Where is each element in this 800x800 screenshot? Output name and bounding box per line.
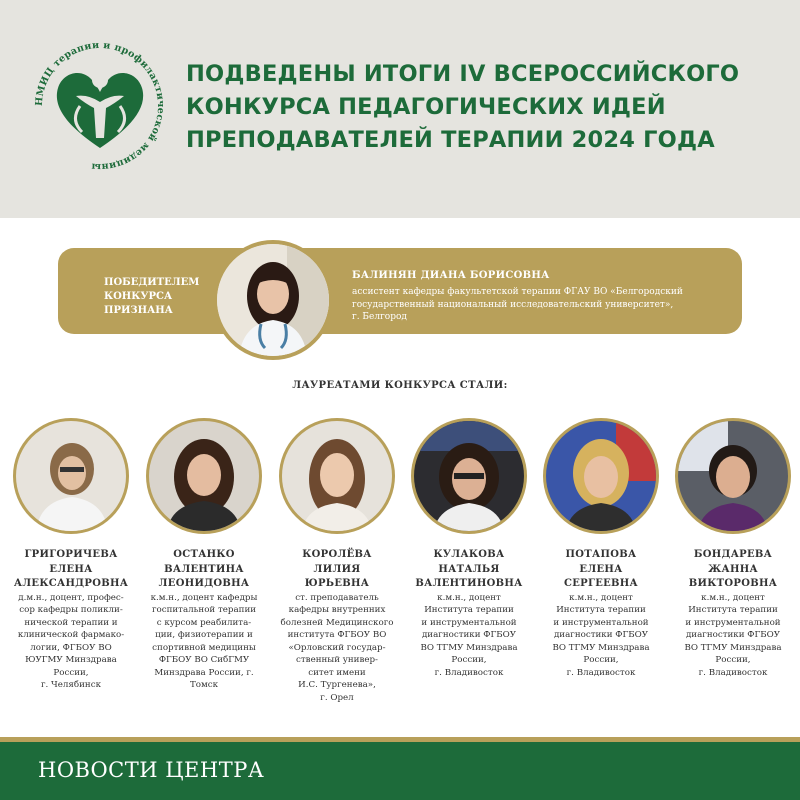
- logo-ring-text: НМИЦ терапии и профилактической медицины: [33, 39, 167, 173]
- laureate-card: [668, 418, 798, 679]
- laureate-desc-line: г. Владивосток: [698, 667, 768, 678]
- laureate-description: [139, 592, 269, 692]
- laureate-desc-line: России,: [451, 655, 487, 665]
- laureate-desc-line: к.м.н., доцент: [701, 592, 765, 603]
- laureate-desc-line: ВО ТГМУ Минздрава: [684, 642, 782, 653]
- laureate-name: [668, 548, 798, 592]
- laureate-name-line: ЕЛЕНА: [579, 563, 623, 575]
- laureate-desc-line: ФГБОУ ВО СибГМУ: [158, 655, 250, 665]
- laureate-desc-line: Минздрава России, г.: [154, 667, 254, 678]
- laureate-name: [6, 548, 136, 592]
- winner-description: [352, 286, 732, 324]
- laureate-desc-line: сор кафедры поликли-: [19, 605, 123, 615]
- laureate-name: [272, 548, 402, 592]
- laureate-desc-line: Института терапии: [688, 605, 778, 615]
- laureate-desc-line: России,: [53, 667, 89, 678]
- laureate-desc-line: госпитальной терапии: [151, 605, 257, 615]
- laureate-name-line: КОРОЛЁВА: [302, 549, 372, 560]
- laureate-description: [536, 592, 666, 680]
- laureate-desc-line: института ФГБОУ ВО: [287, 630, 387, 640]
- winner-label-line: КОНКУРСА: [104, 291, 173, 302]
- laureate-card: [6, 418, 136, 692]
- winner-label: [104, 276, 224, 318]
- laureate-desc-line: ситет имени: [308, 667, 366, 678]
- winner-name: БАЛИНЯН ДИАНА БОРИСОВНА: [352, 270, 550, 281]
- laureate-photo-frame: [675, 418, 791, 534]
- laureate-description: [6, 592, 136, 692]
- laureate-desc-line: Томск: [189, 680, 219, 690]
- laureate-photo: [414, 421, 524, 531]
- footer-title: НОВОСТИ ЦЕНТРА: [38, 758, 265, 782]
- laureate-name-line: КУЛАКОВА: [433, 549, 505, 560]
- laureate-description: [272, 592, 402, 705]
- laureate-name-line: ЮРЬЕВНА: [304, 578, 370, 589]
- laureate-description: [404, 592, 534, 680]
- laureate-photo-frame: [411, 418, 527, 534]
- laureate-desc-line: г. Владивосток: [434, 667, 504, 678]
- winner-label-line: ПОБЕДИТЕЛЕМ: [104, 277, 200, 288]
- laureate-name-line: СЕРГЕЕВНА: [564, 578, 638, 589]
- laureate-card: [272, 418, 402, 704]
- laureate-card: [139, 418, 269, 692]
- laureate-name-line: БОНДАРЕВА: [693, 549, 773, 560]
- laureate-name-line: ВАЛЕНТИНА: [164, 563, 244, 575]
- laureate-desc-line: ции, физиотерапии и: [155, 630, 253, 640]
- winner-desc-line: г. Белгород: [352, 312, 407, 322]
- laureate-desc-line: Института терапии: [556, 605, 646, 615]
- laureate-desc-line: болезней Медицинского: [280, 617, 394, 628]
- laureate-desc-line: и инструментальной: [421, 617, 517, 628]
- laureate-desc-line: России,: [583, 655, 619, 665]
- laureate-photo: [678, 421, 788, 531]
- laureate-name: [536, 548, 666, 592]
- laureate-desc-line: логии, ФГБОУ ВО: [30, 642, 112, 653]
- laureate-desc-line: диагностики ФГБОУ: [553, 630, 649, 640]
- laureate-photo: [16, 421, 126, 531]
- laureate-name-line: ОСТАНКО: [173, 549, 235, 560]
- laureate-name-line: АЛЕКСАНДРОВНА: [13, 578, 129, 589]
- laureate-photo-frame: [279, 418, 395, 534]
- laureate-desc-line: д.м.н., доцент, профес-: [18, 592, 124, 603]
- laureate-photo-frame: [146, 418, 262, 534]
- nmic-logo-icon: [30, 36, 170, 176]
- winner-desc-line: государственный национальный исследовательский университет»,: [352, 299, 674, 310]
- laureate-desc-line: к.м.н., доцент: [569, 592, 633, 603]
- winner-photo: [217, 244, 329, 356]
- laureate-desc-line: И.С. Тургенева»,: [298, 680, 376, 690]
- laureate-desc-line: г. Челябинск: [40, 680, 102, 690]
- laureate-name-line: ЛЕОНИДОВНА: [158, 578, 250, 589]
- laureate-photo: [282, 421, 392, 531]
- laureate-desc-line: г. Владивосток: [566, 667, 636, 678]
- laureate-desc-line: и инструментальной: [553, 617, 649, 628]
- laureate-photo-frame: [543, 418, 659, 534]
- laureate-desc-line: ВО ТГМУ Минздрава: [552, 642, 650, 653]
- laureate-name-line: ЛИЛИЯ: [313, 563, 361, 575]
- winner-desc-line: ассистент кафедры факультетской терапии ФГАУ ВО «Белгородский: [352, 287, 683, 297]
- laureates-heading: ЛАУРЕАТАМИ КОНКУРСА СТАЛИ:: [292, 380, 508, 391]
- laureate-desc-line: «Орловский государ-: [288, 642, 386, 653]
- laureate-desc-line: г. Орел: [320, 692, 354, 703]
- laureate-desc-line: Института терапии: [424, 605, 514, 615]
- laureate-desc-line: кафедры внутренних: [288, 605, 386, 615]
- laureate-card: [536, 418, 666, 679]
- laureate-desc-line: диагностики ФГБОУ: [685, 630, 781, 640]
- laureate-desc-line: к.м.н., доцент кафедры: [150, 592, 258, 603]
- laureate-desc-line: ЮУГМУ Минздрава: [25, 655, 117, 665]
- laureate-photo-frame: [13, 418, 129, 534]
- laureate-desc-line: ственный универ-: [296, 655, 378, 665]
- laureate-desc-line: клинической фармако-: [17, 630, 125, 640]
- laureate-desc-line: нической терапии и: [24, 617, 118, 628]
- laureate-name: [404, 548, 534, 592]
- laureate-name-line: НАТАЛЬЯ: [438, 563, 500, 575]
- page-title: [186, 58, 786, 157]
- title-line-2: КОНКУРСА ПЕДАГОГИЧЕСКИХ ИДЕЙ: [186, 94, 666, 120]
- laureate-desc-line: России,: [715, 655, 751, 665]
- laureate-name-line: ВИКТОРОВНА: [688, 578, 778, 589]
- laureate-name-line: ПОТАПОВА: [565, 549, 637, 560]
- laureate-name-line: ГРИГОРИЧЕВА: [24, 549, 118, 560]
- winner-photo-frame: [213, 240, 333, 360]
- laureate-photo: [149, 421, 259, 531]
- laureate-desc-line: ВО ТГМУ Минздрава: [420, 642, 518, 653]
- laureate-name: [139, 548, 269, 592]
- laureate-desc-line: диагностики ФГБОУ: [421, 630, 517, 640]
- laureate-desc-line: с курсом реабилита-: [156, 617, 252, 628]
- title-line-1: ПОДВЕДЕНЫ ИТОГИ IV ВСЕРОССИЙСКОГО: [186, 61, 740, 87]
- laureate-desc-line: спортивной медицины: [152, 642, 256, 653]
- laureate-desc-line: и инструментальной: [685, 617, 781, 628]
- winner-label-line: ПРИЗНАНА: [104, 305, 173, 316]
- laureate-name-line: ВАЛЕНТИНОВНА: [415, 578, 523, 589]
- laureate-card: [404, 418, 534, 679]
- title-line-3: ПРЕПОДАВАТЕЛЕЙ ТЕРАПИИ 2024 ГОДА: [186, 127, 715, 153]
- laureate-name-line: ЖАННА: [708, 563, 758, 575]
- laureate-photo: [546, 421, 656, 531]
- laureate-desc-line: к.м.н., доцент: [437, 592, 501, 603]
- laureate-description: [668, 592, 798, 680]
- laureate-name-line: ЕЛЕНА: [49, 563, 93, 575]
- laureate-desc-line: ст. преподаватель: [295, 592, 379, 603]
